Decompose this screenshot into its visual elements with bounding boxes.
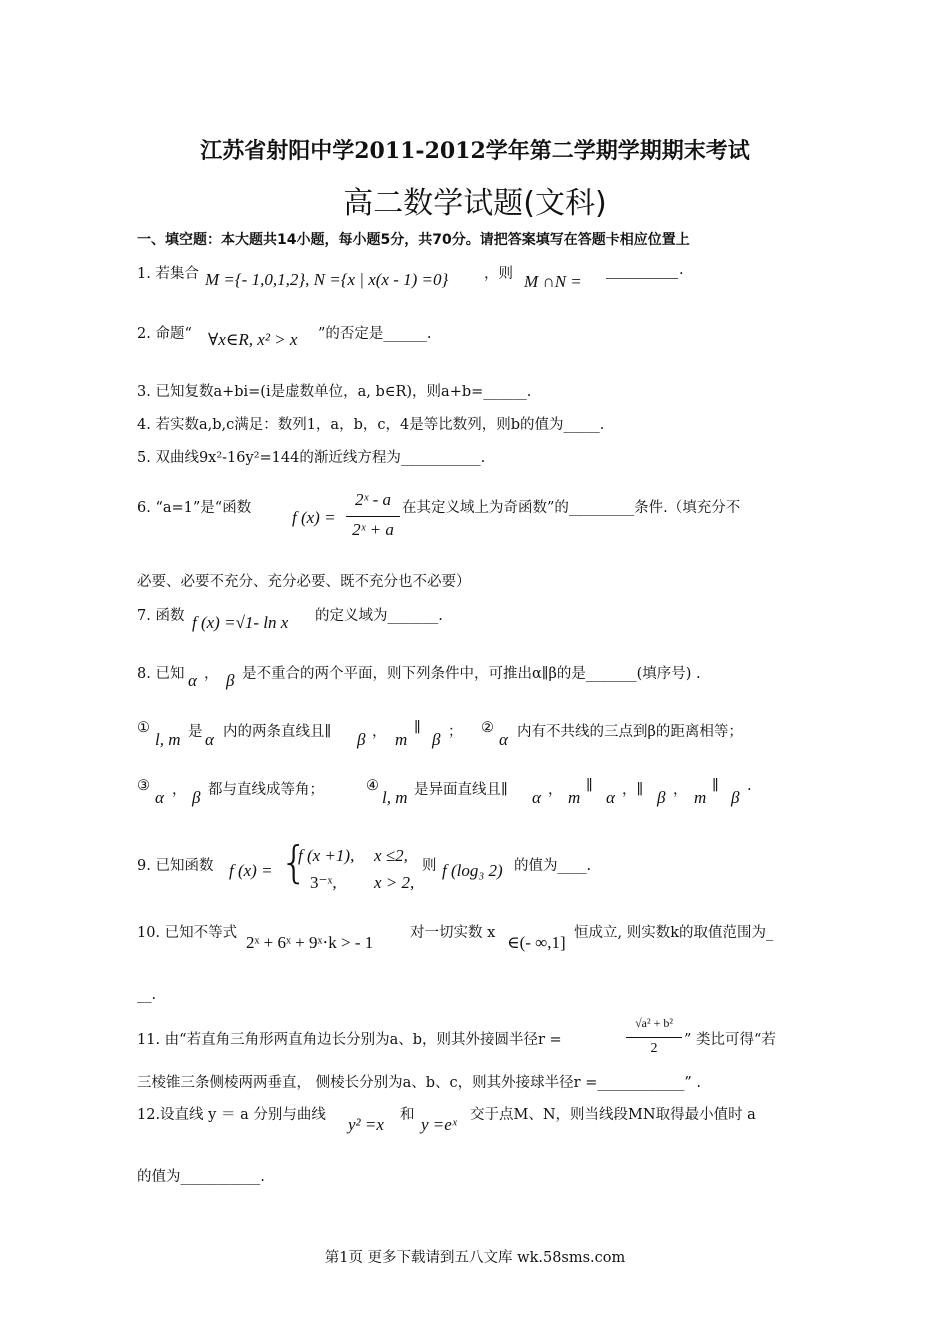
section-heading: 一、填空题：本大题共14小题，每小题5分，共70分。请把答案填写在答题卡相应位置上 <box>137 232 690 248</box>
q8-c4-lm: l, m <box>382 788 408 807</box>
q6-denominator: 2ˣ + a <box>352 520 394 539</box>
q2-proposition: ∀x∈R, x² > x <box>208 330 298 349</box>
q7-function: f (x) =√1- ln x <box>192 613 289 632</box>
q8-c1-m: m <box>395 730 408 749</box>
q8-c3-num: ③ <box>137 778 150 794</box>
q8-c1-beta: β <box>357 730 366 749</box>
q8-c4-parallel2: ∥ <box>712 778 719 794</box>
q8-c4-comma1: ， <box>548 782 563 798</box>
q7-suffix: 的定义域为_______. <box>315 608 443 624</box>
q9-case1: f (x +1), <box>298 846 355 865</box>
question-5: 5. 双曲线9x²-16y²=144的渐近线方程为___________. <box>137 450 486 466</box>
q9-mid: 则 <box>422 858 437 874</box>
q1-mid: ，则 <box>484 266 513 282</box>
q8-c1-text1: 是 <box>188 724 203 740</box>
q8-beta: β <box>226 671 235 690</box>
q8-c1-lm: l, m <box>155 730 181 749</box>
q1-answer-blank <box>606 278 678 279</box>
q8-c4-m: m <box>568 788 581 807</box>
q8-c4-alpha2: α <box>606 788 615 807</box>
q9-cond1: x ≤2, <box>374 846 408 865</box>
q8-alpha: α <box>188 671 197 690</box>
q8-c4-comma2: ，∥ <box>622 782 644 798</box>
q1-period: . <box>679 262 684 278</box>
q12-curve2: y =eˣ <box>421 1115 457 1134</box>
q8-c1-beta2: β <box>432 730 441 749</box>
q8-c4-m2: m <box>694 788 707 807</box>
q8-c4-period: . <box>747 778 752 794</box>
page-footer: 第1页 更多下载请到五八文库 wk.58sms.com <box>324 1250 626 1266</box>
q2-suffix: ”的否定是______. <box>318 326 432 342</box>
q9-brace: { <box>280 837 308 888</box>
q8-c4-parallel1: ∥ <box>586 778 593 794</box>
q8-c1-semicolon: ； <box>448 724 463 740</box>
q2-prefix: 2. 命题“ <box>137 326 192 342</box>
q8-c4-beta2: β <box>731 788 740 807</box>
q6-fx: f (x) = <box>292 508 336 527</box>
q6-numerator: 2ˣ - a <box>355 490 391 509</box>
q10-suffix: 恒成立, 则实数k的取值范围为_ <box>574 925 774 941</box>
q8-c2-text: 内有不共线的三点到β的距离相等； <box>517 724 743 740</box>
q8-c1-alpha: α <box>205 730 214 749</box>
q12-curve1: y² =x <box>348 1115 384 1134</box>
question-3: 3. 已知复数a+bi=(i是虚数单位，a, b∈R)，则a+b=______. <box>137 384 532 400</box>
q6-options: 必要、必要不充分、充分必要、既不充分也不必要） <box>137 574 471 590</box>
q8-c1-parallel: ∥ <box>414 720 421 736</box>
q8-suffix: 是不重合的两个平面，则下列条件中，可推出α∥β的是_______(填序号) . <box>242 666 701 682</box>
q8-c3-beta: β <box>192 788 201 807</box>
q8-prefix: 8. 已知 <box>137 666 185 682</box>
question-1 <box>137 262 199 283</box>
q11-numerator: √a² + b² <box>635 1016 673 1030</box>
q8-c4-alpha: α <box>532 788 541 807</box>
q11-fraction-bar <box>626 1037 682 1038</box>
q10-line2: __. <box>137 987 157 1003</box>
q6-prefix: 6. “a=1”是“函数 <box>137 500 252 516</box>
q7-prefix: 7. 函数 <box>137 608 185 624</box>
q9-log-expression: f (log₃ 2) <box>442 861 503 880</box>
q1-intersection: M ∩N = <box>524 272 582 291</box>
q11-suffix: ” 类比可得“若 <box>684 1032 776 1048</box>
q6-fraction-bar <box>346 516 400 517</box>
q12-prefix: 12.设直线 y ＝ a 分别与曲线 <box>137 1107 326 1123</box>
q9-case2: 3⁻ˣ, <box>310 873 337 892</box>
exam-title: 江苏省射阳中学2011-2012学年第二学期学期期末考试 <box>200 138 750 164</box>
q11-line2: 三棱锥三条侧棱两两垂直， 侧棱长分别为a、b、c，则其外接球半径r =____________” . <box>137 1075 701 1091</box>
q8-c2-num: ② <box>481 720 494 736</box>
question-4: 4. 若实数a,b,c满足：数列1，a，b，c，4是等比数列，则b的值为_____. <box>137 417 605 433</box>
q11-prefix: 11. 由“若直角三角形两直角边长分别为a、b，则其外接圆半径r = <box>137 1032 562 1048</box>
q1-set-expression: M ={- 1,0,1,2}, N ={x | x(x - 1) =0} <box>205 270 449 289</box>
q8-c4-comma3: ， <box>673 782 688 798</box>
q9-prefix: 9. 已知函数 <box>137 858 214 874</box>
q1-prefix: 1. 若集合 <box>137 266 199 282</box>
q8-c1-text2: 内的两条直线且∥ <box>223 724 332 740</box>
q8-c3-alpha: α <box>155 788 164 807</box>
q8-c4-num: ④ <box>366 778 379 794</box>
q8-c3-comma: ， <box>172 782 187 798</box>
q8-c1-comma: ， <box>372 724 387 740</box>
q10-mid: 对一切实数 x <box>410 925 496 941</box>
q10-inequality: 2ˣ + 6ˣ + 9ˣ⋅k > - 1 <box>246 933 374 952</box>
q10-interval: ∈(- ∞,1] <box>507 933 566 952</box>
q12-line2: 的值为___________. <box>137 1169 265 1185</box>
q9-cond2: x > 2, <box>374 873 415 892</box>
q8-c3-text: 都与直线成等角； <box>208 782 324 798</box>
q8-c4-beta: β <box>657 788 666 807</box>
q8-c2-alpha: α <box>499 730 508 749</box>
q10-prefix: 10. 已知不等式 <box>137 925 238 941</box>
q11-denominator: 2 <box>650 1041 658 1056</box>
q6-suffix: 在其定义域上为奇函数”的_________条件.（填充分不 <box>402 500 741 516</box>
q8-c4-text: 是异面直线且∥ <box>414 782 508 798</box>
exam-subtitle: 高二数学试题(文科) <box>343 186 607 221</box>
q9-fx: f (x) = <box>229 861 273 880</box>
q12-suffix: 交于点M、N，则当线段MN取得最小值时 a <box>470 1107 756 1123</box>
q9-suffix: 的值为____. <box>514 858 592 874</box>
q12-mid: 和 <box>400 1107 415 1123</box>
q8-c1-num: ① <box>137 720 150 736</box>
